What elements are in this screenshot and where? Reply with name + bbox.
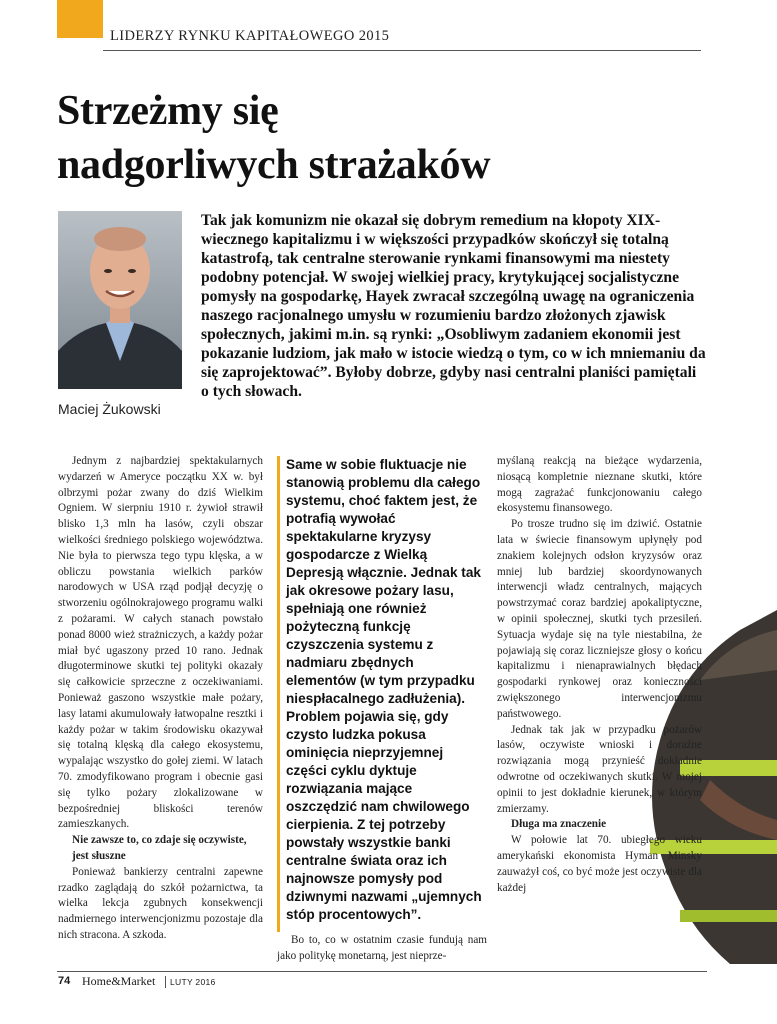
header-rule bbox=[103, 50, 701, 51]
body-column-2-tail bbox=[277, 933, 487, 965]
subheading: Długa ma znaczenie bbox=[511, 818, 607, 831]
paragraph: Jednym z najbardziej spektakularnych wydarzeń w Ameryce początku XX w. był olbrzymi pożar zwany do dziś Wielkim Ogniem. W sierpniu 1910 r. żywioł strawił blisko 1,3 mln ha lasów, czyli obszar wielkości średniego polskiego województwa. Nie była to pierwsza tego typu klęska, a w obliczu powstania wielkich parków narodowych w USA rząd podjął decyzję o stworzeniu ogólnokrajowego programu walki z pożarami. W całych stanach powstało ponad 8000 wież strażniczych, a każdy pożar miał być ugaszony przed 10 rano. Jednak długoterminowe skutki tej polityki okazały się całkowicie sprzeczne z oczekiwaniami. Ponieważ gaszono wszystkie małe pożary, lasy latami akumulowały łatwopalne resztki i każdy pożar w takim środowisku okazywał się totalną klęską dla całego ekosystemu, wypalając wszystko do gołej ziemi. W latach 70. zmodyfikowano program i obecnie gasi się tylko pożary zlokalizowane w bezpośredniej bliskości terenów zamieszkanych. bbox=[58, 455, 263, 831]
footer-separator bbox=[165, 976, 166, 988]
paragraph: Ponieważ bankierzy centralni zapewne rzadko zaglądają do szkół pożarnictwa, ta wielka lekcja zgubnych konsekwencji nadmiernego interwencjonizmu pozostaje dla nich stracona. A szkoda. bbox=[58, 865, 263, 941]
paragraph: Po trosze trudno się im dziwić. Ostatnie lata w świecie finansowym upłynęły pod znakiem kolejnych odsłon kryzysów oraz mniej lub bardziej skoordynowanych interwencji władz centralnych, mających powstrzymać coraz bardziej apokaliptyczne, w opinii społecznej, skutki tych przesileń. Sytuacja wydaje się na tyle niestabilna, że pojawiają się coraz liczniejsze głosy o końcu kapitalizmu i nienaprawialnych błędach gospodarki rynkowej oraz konieczności zwiększonego interwencjonizmu państwowego. bbox=[497, 518, 702, 720]
pullquote: Same w sobie fluktuacje nie stanowią problemu dla całego systemu, choć faktem jest, że potrafią wywołać spektakularne kryzysy gospodarcze z Wielką Depresją włącznie. Jednak tak jak okresowe pożary lasu, spełniają one również pożyteczną funkcję czyszczenia systemu z nadmiaru zbędnych elementów (w tym przypadku niespłacalnego zadłużenia). Problem pojawia się, gdy czysto ludzka pokusa ominięcia nieprzyjemnej części cyklu dyktuje rozwiązania mające oszczędzić nam chwilowego cierpienia. Z tej potrzeby powstały wszystkie banki centralne świata oraz ich najnowsze pomysły pod dziwnymi nazwami „ujemnych stóp procentowych”. bbox=[286, 457, 482, 922]
body-column-3 bbox=[497, 454, 702, 896]
footer-rule bbox=[57, 971, 707, 972]
pullquote-bar bbox=[277, 456, 280, 932]
paragraph: myślaną reakcją na bieżące wydarzenia, niosącą kompletnie nieznane skutki, które mogą zagrażać funkcjonowaniu całego ekosystemu finansowego. bbox=[497, 455, 702, 515]
title-line-1: Strzeżmy się bbox=[57, 88, 279, 134]
author-name: Maciej Żukowski bbox=[58, 401, 161, 417]
article-title bbox=[57, 84, 707, 192]
section-accent-block bbox=[57, 0, 103, 38]
paragraph: Jednak tak jak w przypadku pożarów lasów, oczywiste wnioski i doraźne rozwiązania mogą przynieść dokładnie odwrotne od oczekiwanych skutki. W mojej opinii to jest dokładnie kierunek, w którym zmierzamy. bbox=[497, 723, 702, 815]
paragraph: W połowie lat 70. ubiegłego wieku amerykański ekonomista Hyman Minsky zauważył coś, co być może jest oczywiste dla każdej bbox=[497, 834, 702, 894]
magazine-name: Home&Market bbox=[82, 974, 156, 988]
title-line-2: nadgorliwych strażaków bbox=[57, 142, 491, 188]
page-number: 74 bbox=[58, 975, 71, 987]
section-label: LIDERZY RYNKU KAPITAŁOWEGO 2015 bbox=[110, 28, 390, 44]
paragraph: Bo to, co w ostatnim czasie fundują nam jako politykę monetarną, jest nieprze- bbox=[277, 934, 487, 962]
subheading: Nie zawsze to, co zdaje się oczywiste, jest słuszne bbox=[72, 834, 247, 862]
article-lead: Tak jak komunizm nie okazał się dobrym remedium na kłopoty XIX-wiecznego kapitalizmu i w większości przypadków skończył się totalną katastrofą, tak centralne sterowanie rynkami finansowymi ma niestety podobny potencjał. W swojej wielkiej pracy, krytykującej socjalistyczne pomysły na gospodarkę, Hayek zwracał szczególną uwagę na ograniczenia naszego racjonalnego umysłu w rozumieniu bardzo złożonych zjawisk społecznych, jakimi m.in. są rynki: „Osobliwym zadaniem ekonomii jest pokazanie ludziom, jak mało w istocie wiedzą o tym, co w ich mniemaniu da się zaprojektować”. Byłoby dobrze, gdyby nasi centralni planiści pamiętali o tych słowach. bbox=[201, 212, 706, 400]
issue-date: LUTY 2016 bbox=[170, 977, 216, 987]
body-column-1 bbox=[58, 454, 263, 944]
author-portrait bbox=[58, 211, 182, 389]
